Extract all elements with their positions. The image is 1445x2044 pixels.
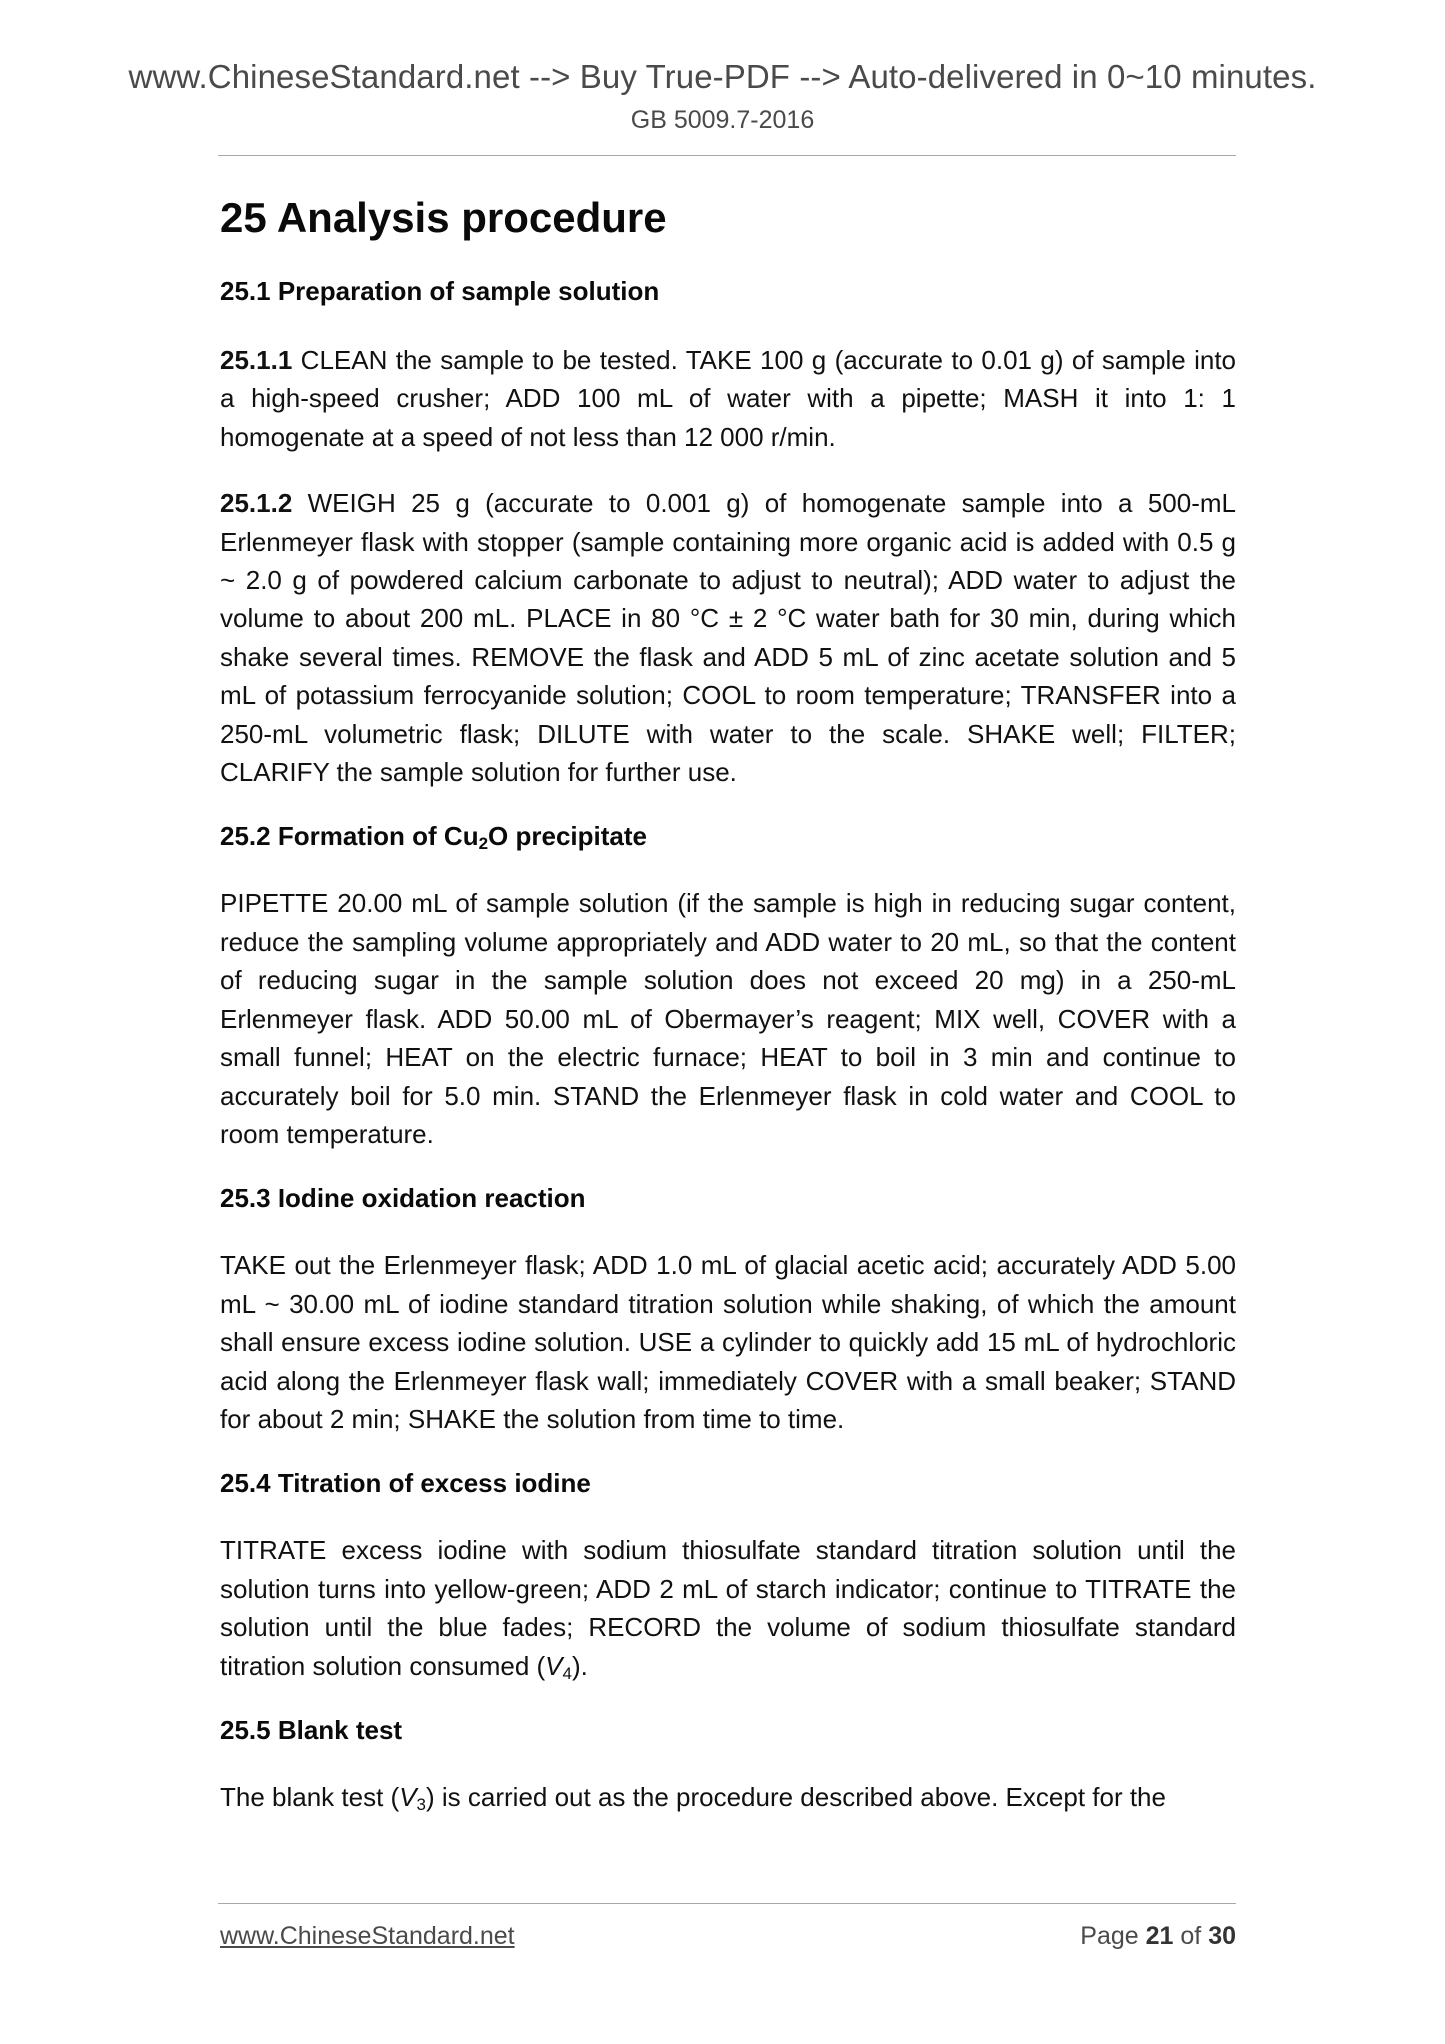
paragraph-text: ) is carried out as the procedure described above. Except for the <box>426 1781 1166 1812</box>
page-indicator <box>1080 1922 1236 1951</box>
variable-subscript: 3 <box>416 1794 427 1814</box>
heading-subscript: 2 <box>478 834 489 854</box>
section-title: 25 Analysis procedure <box>220 194 667 241</box>
paragraph-25-4 <box>220 1531 1236 1685</box>
footer-website-link[interactable]: www.ChineseStandard.net <box>220 1922 515 1950</box>
subsection-heading-25-5: 25.5 Blank test <box>220 1714 403 1745</box>
variable-subscript: 4 <box>562 1663 572 1683</box>
page-label: Page <box>1080 1922 1146 1950</box>
paragraph-text: TITRATE excess iodine with sodium thiosulfate standard titration solution until the solution turns into yellow-green; ADD 2 mL of starch indicator; continue to TITRATE the solution until the blue fades; RECORD the volume of sodium thiosulfate standard titration solution consumed ( <box>220 1535 1236 1681</box>
subsection-heading-25-3: 25.3 Iodine oxidation reaction <box>220 1183 586 1214</box>
paragraph-25-3: TAKE out the Erlenmeyer flask; ADD 1.0 mL of glacial acetic acid; accurately ADD 5.00 mL ~ 30.00 mL of iodine standard titration solution while shaking, of which the amount shall ensure excess iodine solution. USE a cylinder to quickly add 15 mL of hydrochloric acid along the Erlenmeyer flask wall; immediately COVER with a small beaker; STAND for about 2 min; SHAKE the solution from time to time. <box>220 1250 1236 1434</box>
footer-divider <box>218 1903 1236 1904</box>
page-total: 30 <box>1208 1922 1236 1950</box>
standard-code: GB 5009.7-2016 <box>630 106 815 134</box>
variable-symbol: V <box>399 1781 417 1812</box>
page-of: of <box>1173 1922 1209 1950</box>
clause-text: CLEAN the sample to be tested. TAKE 100 g (accurate to 0.01 g) of sample into a high-speed crusher; ADD 100 mL of water with a pipette; MASH it into 1: 1 homogenate at a speed of not less than 12 000 r/min. <box>220 345 1236 452</box>
clause-text: WEIGH 25 g (accurate to 0.001 g) of homogenate sample into a 500-mL Erlenmeyer flask with stopper (sample containing more organic acid is added with 0.5 g ~ 2.0 g of powdered calcium carbonate to adjust to neutral); ADD water to adjust the volume to about 200 mL. PLACE in 80 °C ± 2 °C water bath for 30 min, during which shake several times. REMOVE the flask and ADD 5 mL of zinc acetate solution and 5 mL of potassium ferrocyanide solution; COOL to room temperature; TRANSFER into a 250-mL volumetric flask; DILUTE with water to the scale. SHAKE well; FILTER; CLARIFY the sample solution for further use. <box>220 488 1236 788</box>
paragraph-text: The blank test ( <box>220 1781 400 1812</box>
document-body <box>220 190 1236 1816</box>
paragraph-25-1-1 <box>220 341 1236 456</box>
paragraph-text: ). <box>571 1650 588 1681</box>
subsection-heading-25-2 <box>220 819 1236 853</box>
paragraph-25-1-2 <box>220 484 1236 791</box>
subsection-heading-25-1: 25.1 Preparation of sample solution <box>220 276 660 306</box>
variable-symbol: V <box>545 1650 563 1681</box>
clause-number: 25.1.1 <box>220 345 293 375</box>
subsection-heading-25-4: 25.4 Titration of excess iodine <box>220 1468 591 1499</box>
header-banner: www.ChineseStandard.net --> Buy True-PDF --> Auto-delivered in 0~10 minutes. <box>128 58 1317 95</box>
paragraph-25-5 <box>220 1778 1236 1816</box>
header-divider <box>218 155 1236 156</box>
page-current: 21 <box>1145 1922 1174 1950</box>
clause-number: 25.1.2 <box>220 488 293 519</box>
heading-part: 25.2 Formation of Cu <box>220 821 479 852</box>
heading-part: O precipitate <box>488 821 647 852</box>
paragraph-25-2: PIPETTE 20.00 mL of sample solution (if the sample is high in reducing sugar content, reduce the sampling volume appropriately and ADD water to 20 mL, so that the content of reducing sugar in the sample solution does not exceed 20 mg) in a 250-mL Erlenmeyer flask. ADD 50.00 mL of Obermayer’s reagent; MIX well, COVER with a small funnel; HEAT on the electric furnace; HEAT to boil in 3 min and continue to accurately boil for 5.0 min. STAND the Erlenmeyer flask in cold water and COOL to room temperature. <box>220 888 1236 1149</box>
